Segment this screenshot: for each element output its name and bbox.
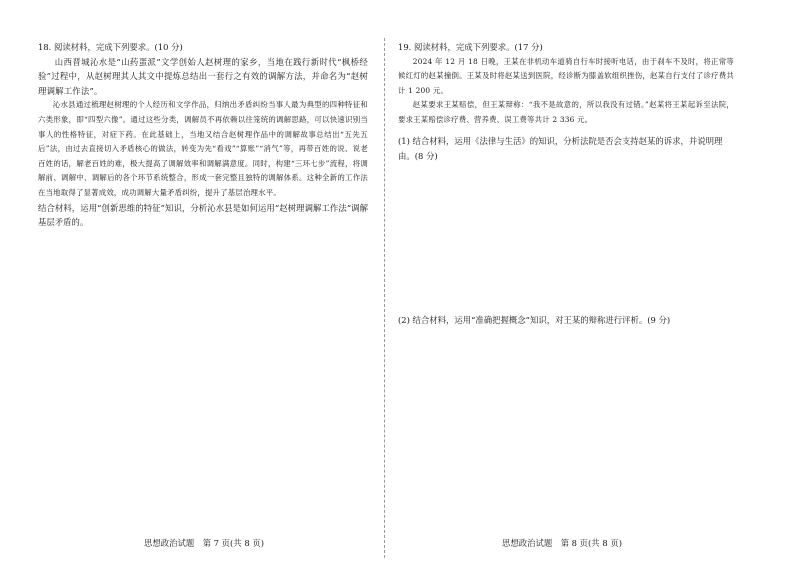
question-19-subquestion-2: (2) 结合材料，运用“准确把握概念”知识，对王某的辩称进行评析。(9 分): [398, 315, 671, 325]
page-footer-left: 思想政治试题 第 7 页(共 8 页): [144, 538, 264, 548]
question-18-heading: 18. 阅读材料，完成下列要求。(10 分): [38, 42, 183, 52]
question-19-subquestion-1: (1) 结合材料，运用《法律与生活》的知识，分析法院是否会支持赵某的诉求，并说明理由。(8 分): [398, 136, 723, 161]
page-footer-right: 思想政治试题 第 8 页(共 8 页): [502, 538, 622, 548]
question-18-material-paragraph-2: 沁水县通过梳理赵树理的个人经历和文学作品，归纳出矛盾纠纷当事人最为典型的四种特征和六类形象，即“四型六像”。通过这些分类，调解员不再依赖以往笼统的调解思路，可以快速识别当事人的性格特征，对症下药。在此基础上，当地又结合赵树理作品中的调解故事总结出“五先五后”法，由过去直接切入矛盾核心的做法，转变为先“看戏”“算账”“消气”等，再带百姓的说、说老百姓的话，解老百姓的难，极大提高了调解效率和调解满意度。同时，构建“三环七步”流程，将调解前、调解中、调解后的各个环节系统整合，形成一套完整且独特的调解体系。这种全新的工作法在当地取得了显著成效，成功调解大量矛盾纠纷，提升了基层治理水平。: [38, 100, 368, 197]
question-19-heading: 19. 阅读材料，完成下列要求。(17 分): [398, 42, 543, 52]
question-19-material-paragraph-2: 赵某要求王某赔偿，但王某辩称：“我不是故意的，所以我没有过错。”赵某将王某起诉至法院，要求王某赔偿诊疗费、营养费、误工费等共计 2 336 元。: [398, 100, 734, 124]
question-19-material-paragraph-1: 2024 年 12 月 18 日晚，王某在非机动车道骑自行车时接听电话，由于刹车不及时，将正常等候红灯的赵某撞倒。王某及时将赵某送到医院，经诊断为膝盖软组织挫伤，赵某自行支付了诊疗费共计 1 200 元。: [398, 56, 734, 95]
right-page: [400, 0, 800, 579]
question-19: [398, 40, 734, 128]
question-18-task: 结合材料，运用“创新思维的特征”知识，分析沁水县是如何运用“赵树理调解工作法”调解基层矛盾的。: [38, 202, 368, 228]
question-18: [38, 40, 368, 230]
question-18-material-paragraph-1: 山西晋城沁水是“山药蛋派”文学创始人赵树理的家乡，当地在践行新时代“枫桥经验”过程中，从赵树理其人其文中提炼总结出一套行之有效的调解方法，并命名为“赵树理调解工作法”。: [38, 56, 368, 96]
page-divider: [384, 38, 385, 558]
